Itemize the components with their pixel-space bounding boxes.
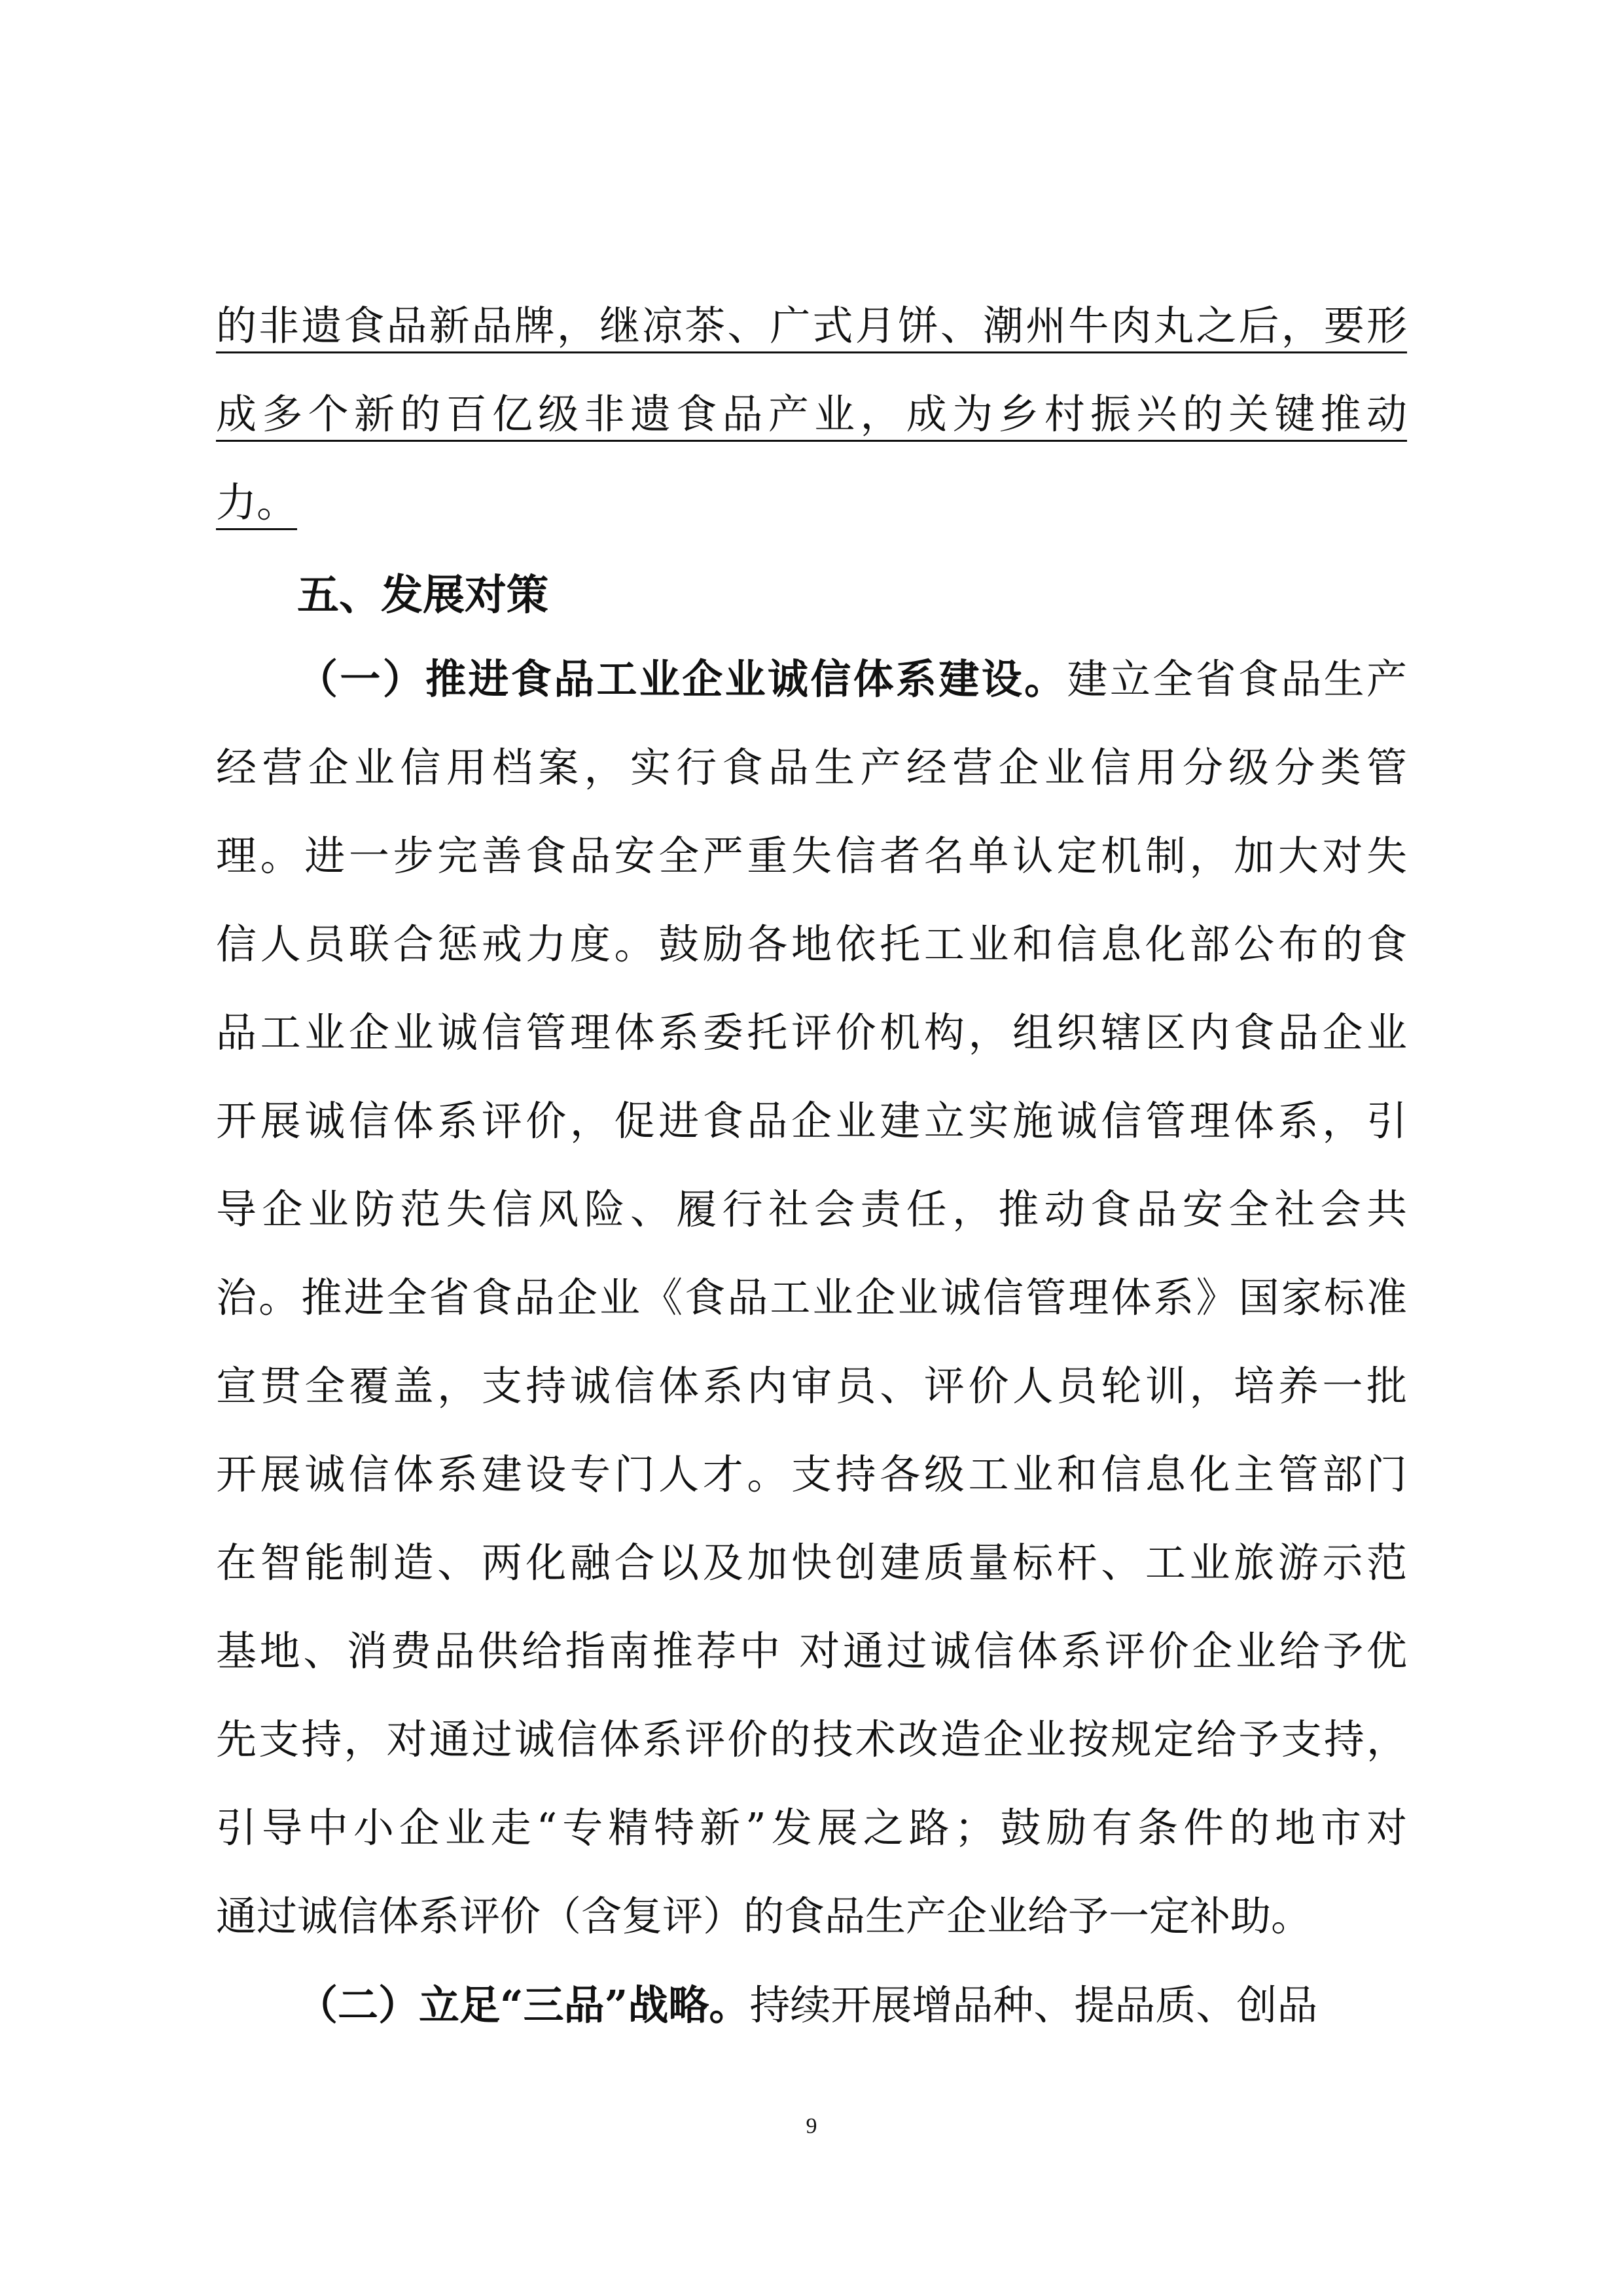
body-line: 宣贯全覆盖，支持诚信体系内审员、评价人员轮训，培养一批 <box>216 1362 1407 1410</box>
intro-line-3: 力。 <box>216 478 298 526</box>
subsection-1-first-line <box>216 635 1407 723</box>
body-line: 治。推进全省食品企业《食品工业企业诚信管理体系》国家标准 <box>216 1274 1407 1321</box>
body-line: 通过诚信体系评价（含复评）的食品生产企业给予一定补助。 <box>216 1892 1312 1940</box>
body-line: 先支持，对通过诚信体系评价的技术改造企业按规定给予支持， <box>216 1715 1407 1763</box>
subsection-2-first-line <box>216 1961 1407 2049</box>
body-line: 开展诚信体系评价，促进食品企业建立实施诚信管理体系，引 <box>216 1097 1407 1145</box>
intro-paragraph <box>216 281 1407 547</box>
subsection-1-paragraph <box>216 635 1407 1960</box>
page-number: 9 <box>806 2114 817 2138</box>
body-line: 引导中小企业走“专精特新”发展之路；鼓励有条件的地市对 <box>216 1804 1407 1852</box>
body-line: 理。进一步完善食品安全严重失信者名单认定机制，加大对失 <box>216 832 1407 880</box>
intro-line-2: 成多个新的百亿级非遗食品产业，成为乡村振兴的关键推动 <box>216 390 1407 438</box>
body-line: 基地、消费品供给指南推荐中 对通过诚信体系评价企业给予优 <box>216 1627 1407 1675</box>
body-line: 信人员联合惩戒力度。鼓励各地依托工业和信息化部公布的食 <box>216 920 1407 968</box>
intro-line-1: 的非遗食品新品牌，继凉茶、广式月饼、潮州牛肉丸之后，要形 <box>216 302 1407 350</box>
body-line: 经营企业信用档案，实行食品生产经营企业信用分级分类管 <box>216 744 1407 791</box>
body-line: 开展诚信体系建设专门人才。支持各级工业和信息化主管部门 <box>216 1450 1407 1498</box>
body-line: 在智能制造、两化融合以及加快创建质量标杆、工业旅游示范 <box>216 1539 1407 1587</box>
subsection-2-title: （二）立足“三品”战略。 <box>297 1981 750 2029</box>
subsection-1-title: （一）推进食品工业企业诚信体系建设。 <box>297 655 1067 703</box>
section-heading: 五、发展对策 <box>297 571 548 620</box>
body-line: 品工业企业诚信管理体系委托评价机构，组织辖区内食品企业 <box>216 1009 1407 1056</box>
body-line: 导企业防范失信风险、履行社会责任，推动食品安全社会共 <box>216 1185 1407 1233</box>
subsection-1-first-line-text: 建立全省食品生产 <box>1067 655 1407 703</box>
subsection-2-first-line-text: 持续开展增品种、提品质、创品 <box>749 1981 1318 2029</box>
subsection-2-paragraph <box>216 1961 1407 2049</box>
